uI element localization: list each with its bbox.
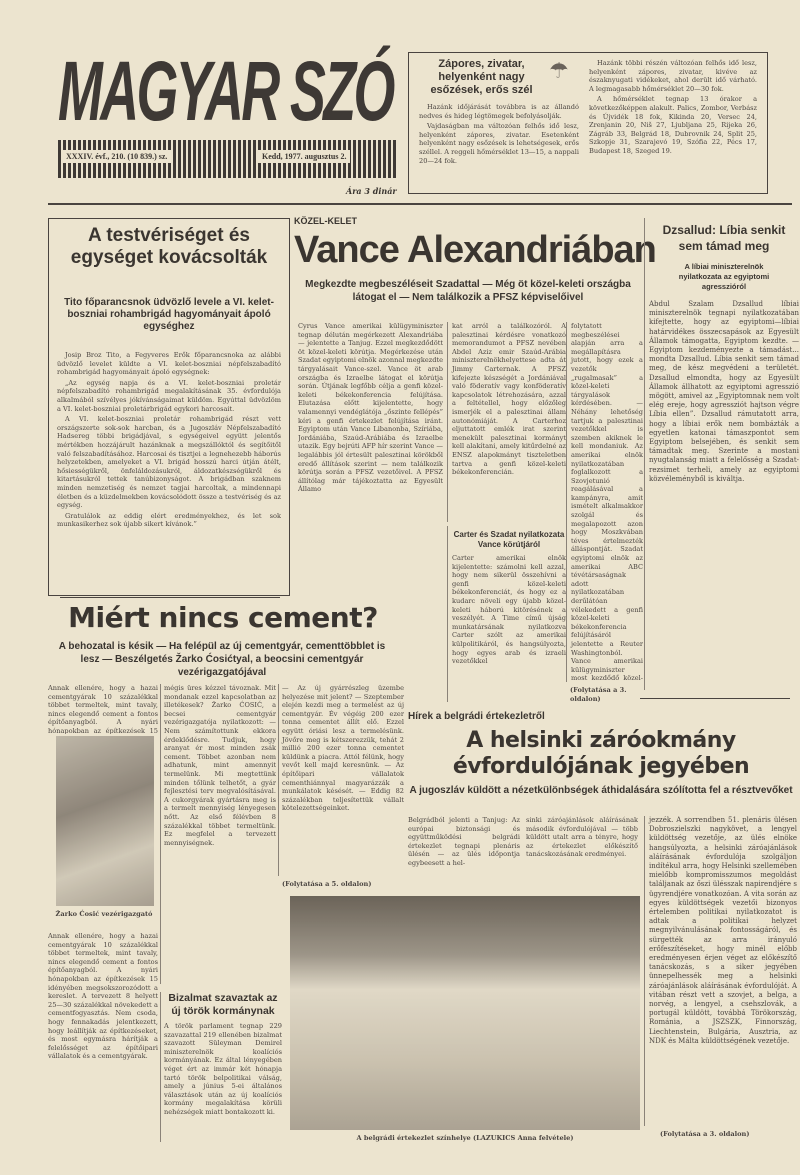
conference-photo-caption: A belgrádi értekezlet színhelye (LAZUKICS Anna felvétele): [356, 1134, 574, 1142]
helsinki-headline: A helsinki záróokmány évfordulójának jegyében: [452, 728, 750, 779]
helsinki-deck: A jugoszláv küldött a nézetkülönbségek áthidalására szólította fel a résztvevőket: [409, 785, 793, 796]
helsinki-kicker: Hírek a belgrádi értekezletről: [408, 711, 545, 722]
libya-body: Abdul Szalam Dzsallud líbiai miniszterelnök tegnapi nyilatkozatában kifejtette, hogy az egyiptomi—líbiai határvidékes összecsapások az Egyesült Államok támogatta, Egyiptom kezdte. — Egyiptom kezdeményezte a támadást... mondta Dzsallud. Líbia senkit sem támad meg, de kész megvédeni a területét. Dzsallud elmondta, hogy az Egyesült Államok állhatott az egyiptomi agresszió mögött, amivel az „Egyiptomnak nem volt elég ereje, hogy agressziót hajtson végre Líbia ellen”. Dzsallud rámutatott arra, hogy a líbiai erők nem bombázták a egyetlen katonai támaszpontot sem Egyiptom belsejében, és senkit sem támadtak meg. Szerinte a mostani nyugtalanság miatt a felelősség a Szadat-rezsimet terheli, amely az egyiptomi közvéleményből is kiváltja.: [649, 300, 799, 483]
weather-headline: Zápores, zivatar, helyenként nagy esőzések, erős szél: [430, 58, 533, 96]
cosic-portrait-photo: [56, 736, 154, 906]
libya-headline: Dzsallud: Líbia senkit sem támad meg: [662, 223, 786, 253]
tito-headline: A testvériséget és egységet kovácsolták: [70, 225, 268, 268]
vance-column-1: Cyrus Vance amerikai külügyminiszter tegnap délután megérkezett Alexandriába — jelentette a Tanjug. Ezzel megkezdődött öt közel-keleti körútja. Megérkezése után Szadat egyiptomi elnök azonnal megkezdte tárgyalásait Vance-szel. Vance öt arab országba és Izraelbe látogat el körútja során. Útjának legfőbb célja a genfi közel-keleti békekonferencia felújítása. Elutazása előtt kijelentette, hogy valamennyi vendéglátója „őszinte fellépés” kéri a genfi értekezlet felújítása iránt. Egyiptom után Vance Libanonba, Szíriába, Jordániába, Szaúd-Arábiába és Izraelbe utazik. Egy bejrúti AFP hír szerint Vance — legalábbis jól értesült palesztinai körökből eredő állítások szerint — nem találkozik körútja során a PFSZ vezetőivel. A PFSZ állítólag már tájékoztatta az Egyesült Államo: [298, 322, 443, 494]
cement-lead: Annak ellenére, hogy a hazai cementgyárak 10 százalékkal többet termeltek, mint tavaly, nincs elegendő cement a fontos építőanyagból. A nyári hónapokban az építkezések 15: [48, 684, 158, 734]
cement-column-3: — Az új gyárrészleg üzembe helyezése mit jelent? — Szeptember elején kezdi meg a termelést az új cementgyár. Év végéig 200 ezer tonna cementet állít elő. Ezzel együtt óriási lesz a termelésünk. Jövőre meg is kétszerezzük, tehát 2 millió 200 ezer tonna cementet küldünk a piacra. Attól félünk, hogy vevőt kell majd keresnünk. — Az építőipari vállalatok cementhiánnyal magyarázzák a munkálatok késését. — Eddig 82 százalékban teljesítettük vállalt kötelezettségeinket.: [278, 684, 404, 876]
weather-paragraph: Hazánk időjárását továbbra is az állandó nedves és hideg légtömegek befolyásolják.: [419, 103, 579, 120]
vance-deck: Megkezdte megbeszéléseit Szadattal — Még öt közel-keleti országba látogat el — Nem találkozik a PFSZ képviselőivel: [305, 279, 631, 303]
masthead-logo: MAGYAR SZÓ: [58, 44, 393, 138]
cement-deck: A behozatal is késik — Ha felépül az új cementgyár, cementtöbblet is lesz — Beszélgetés Žarko Ćosićtyal, a beocsini cementgyár vezérigazgatójával: [58, 641, 386, 678]
weather-paragraph: A hőmérséklet tegnap 13 órakor a következőképpen alakult. Palics, Zombor, Verbász és Újvidék 18 fok, Kikinda 20, Versec 24, Zrenjanin 20, Niš 27, Ljubljana 25, Rijeka 26, Zágráb 33, Belgrád 18, Dubrovnik 24, Split 25, Szkopje 31, Szarajevó 19, Szófia 22, Pécs 17, Budapest 18, Szeged 19.: [589, 95, 757, 155]
vance-headline: Vance Alexandriában: [294, 229, 656, 271]
helsinki-continued: (Folytatása a 3. oldalon): [660, 1130, 750, 1138]
masthead-divider: [48, 203, 792, 205]
cement-headline: Miért nincs cement?: [68, 601, 378, 634]
carter-box: [447, 526, 566, 702]
tito-paragraph: Gratulálok az eddig elért eredményekhez, és let sok munkasikerhez sok újabb sikert kívánok.”: [57, 511, 281, 529]
vance-continued: (Folytatása a 3. oldalon): [570, 686, 627, 703]
libya-deck: A líbiai miniszterelnök nyilatkozata az egyiptomi agresszióról: [678, 262, 770, 291]
vance-kicker: KÖZEL-KELET: [294, 216, 357, 226]
turkey-headline: Bizalmat szavaztak az új török kormánynak: [168, 992, 278, 1017]
tito-article: [48, 218, 290, 596]
tito-paragraph: A VI. kelet-boszniai proletár rohambrigád részt vett országszerte sok-sok harcban, és a Jugoszláv Népfelszabadító Hadsereg többi brigádjával, s egységeivel együtt jelentős mértékben hozzájárult hazánknak a megszállóktól és segítőitől való felszabadításához. Harcosai és tisztjei a legnehezebb háborús helyzetekben, amelyeket a VI. brigád hosszú harci útján átélt, hősiességükről, önfeláldozásukról, áldozatkészségükről és kitartásukról tettek tanúbizonyságot. A brigádban szaknem minden nemzetiség és nemzet tagjai harcoltak, a mindennapi életben és a küzdelmekben kovácsolódott össze a testvériség és az egység.: [57, 415, 281, 510]
helsinki-column-3: jezzék. A sorrendben 51. plenáris ülésen Dobroszielszki nagykövet, a lengyel küldöttség vezetője, az ülés elnöke hangsúlyozta, a helsinki záróajánlások aláírásának évfordulója szolgáljon indítékul arra, hogy Helsinki szellemében mielőbb kompromisszumos megoldást találjanak az őszi ülésszak napirendjére s ügyrendjére vonatkozóan. A vita során az egyes küldöttségek vezetői bizonyos értelemben politikai nyilatkozatot is adtak a politikai helyzet megnyilvánulásának fontosságáról, és sürgették az arra irányuló erőfeszítéseket, hogy minél előbb eredményesen érjen véget az előkészítő tanácskozás, s a siker jegyében ünnepelhessék meg a helsinki záróajánlások aláírásának évfordulóját. A vitában részt vett a szovjet, a belga, a norvég, a lengyel, a csehszlovák, a portugál küldött, továbbá Törökország, Románia, a JSZSZK, Finnország, Liechtenstein, Bulgária, Ausztria, az NDK és Málta küldöttségének vezetője.: [644, 816, 797, 1126]
weather-paragraph: Hazánk többi részén változóan felhős idő lesz, helyenként zápores, zivatar, kivéve az északnyugati vidékeket, ahol derült idő várható. A legmagasabb hőmérséklet 20—30 fok.: [589, 59, 757, 93]
vance-column-2: kat arról a találkozóról. A palesztinai kérdésre vonatkozó memorandumot a PFSZ nevében Abdel Aziz emir Szaúd-Arábia miniszterelnökhelyettese adta át Jimmy Carternak. A PFSZ kifejezte készségét a Jordániával való föderatív vagy konföderatív kapcsolatok létrehozására, azzal a feltétellel, hogy előzőleg ismerjék el a palesztinai állam autonómiáját. A Carterhoz eljuttatott emlék irat szerint menekült palesztinai kormányt kell alakítani, amely kitűrdelné az ENSZ alapokmányt tiszteletben tartva a genfi közel-keleti békekonferencián.: [447, 322, 566, 522]
cement-continued: (Folytatása a 5. oldalon): [282, 880, 372, 888]
price: Ára 3 dinár: [346, 186, 397, 196]
vance-column-3: folytatott megbeszélései alapján arra a megállapításra jutott, hogy ezek a vezetők „rugalmasak” a közel-keleti tárgyalások kérdésében. — Néhány lehetőség tartjuk a palesztinai vezetőkkel is szemben akiknek le kell mondaniuk. Az amerikai elnök nyilatkozatában foglalkozott a Szovjetunió reagálásával a kampányra, amit ismételt alkalmakkor szolgál és megalapozott azon hogy Moszkvában téves értelmezték álláspontját. Szadat egyiptomi elnök az amerikai ABC tévétársaságnak adott nyilatkozatában derűlátóan vélekedett a genfi közel-keleti békekonferencia felújításáról jelentette a Reuter Washingtonból. Vance amerikai külügyminiszter most kezdődő közel-: [566, 322, 643, 682]
rain-cloud-icon: ☂: [549, 59, 569, 84]
turkey-body: A török parlament tegnap 229 szavazattal 219 ellenében bizalmat szavazott Süleyman Demirel miniszterelnök koalíciós kormányának. Ez által lényegében véget ért az immár két hónapja tartó török belpolitikai válság, amely a június 5-ei általános választások után az új koalíciós kormány megalakítása körüli nehézségek miatt bontakozott ki.: [164, 1022, 282, 1116]
helsinki-column-2: sinki záróajánlások aláírásának második évfordulójával — több küldött utalt arra a tényre, hogy az értekezlet előkészítő tanácskozásának eredményei.: [526, 816, 638, 859]
carter-headline: Carter és Szadat nyilatkozata Vance körútjáról: [453, 530, 565, 549]
tito-paragraph: Josip Broz Tito, a Fegyveres Erők főparancsnoka az alábbi üdvözlő levelet küldte a VI. kelet-boszniai népfelszabadító rohambrigád hagyományait ápoló egységnek:: [57, 351, 281, 377]
carter-body: Carter amerikai elnök kijelentette: számolni kell azzal, hogy nem sikerül összehívni a genfi közel-keleti békekonferenciát, és hogy ez a kudarc növeli egy újabb közel-keleti háború kitörésének a veszélyét. A Time című újság munkatársának nyilatkozva Carter szólt az amerikai külpolitikáról, és hangsúlyozta, hogy egyes arab és izraeli vezetőkkel: [452, 554, 566, 666]
cement-column-1: Annak ellenére, hogy a hazai cementgyárak 10 százalékkal többet termeltek, mint tavaly, nincs elegendő cement a fontos építőanyagból. A nyári hónapokban az építkezések 15 idényében megsokszorozódott a kereslet. A tervezett 8 helyett 25—30 százalékkal növekedett a cementfogyasztás. Nem csoda, hogy fennakadás jelentkezett, hogy leállítják az építkezéseket, és most egymásra hárítják a felelősséget az építőipari vállalatok és a cementgyárak.: [48, 932, 158, 1061]
issue-number: XXXIV. évf., 210. (10 839.) sz.: [62, 150, 171, 163]
cosic-photo-caption: Žarko Ćosić vezérigazgató: [55, 910, 153, 918]
tito-deck: Tito főparancsnok üdvözlő levele a VI. kelet-boszniai rohambrigád hagyományait ápoló egységhez: [64, 297, 274, 332]
issue-date: Kedd, 1977. augusztus 2.: [258, 150, 350, 163]
helsinki-column-1: Belgrádból jelenti a Tanjug: Az európai biztonsági és együttműködési belgrádi értekezlet tegnapi plenáris ülésén — az ülés időpontja egybeesett a hel-: [408, 816, 520, 867]
conference-venue-photo: [290, 896, 640, 1130]
weather-paragraph: Vajdaságban ma változóan felhős idő lesz, helyenként zápores, zivatar. Esetenként helyenként nagy esőzések is lehetségesek, erős széllel. A reggeli hőmérséklet 13—15, a nappali 20—24 fok.: [419, 122, 579, 165]
cement-column-2: mégis üres kézzel távoznak. Mit mondanak ezzel kapcsolatban az illetékesek? Žarko ĆOSIĆ, a becsei cementgyár vezérigazgatója nyilatkozott: — Nem számítottunk ekkora érdeklődésre. Tudjuk, hogy aranyat ér most minden zsák cement. Többet azonban nem adhatunk, mint amennyit termelünk. Mi megtettünk minden tőlünk telhetőt, a gyár fejlesztési terv megvalósításával. A cukorgyárak gyártásra meg is a termelt mennyiség lényegesen nőtt. Az első félévben 8 százalékkal többet termeltünk. Ez megfelel a tervezett mennyiségnek.: [160, 684, 276, 984]
masthead-info-strip: [58, 140, 398, 178]
turkey-article: [160, 992, 282, 1142]
weather-box: [408, 52, 768, 194]
tito-paragraph: „Az egység napja és a VI. kelet-boszniai proletár népfelszabadító rohambrigád megalakításának 35. évfordulója alkalmából szívélyes jókívánságaimat küldöm. Egyúttal üdvözlöm a VI. kelet-boszniai proletárbrigád egykori harcosait.: [57, 378, 281, 413]
libya-article: [644, 218, 799, 690]
